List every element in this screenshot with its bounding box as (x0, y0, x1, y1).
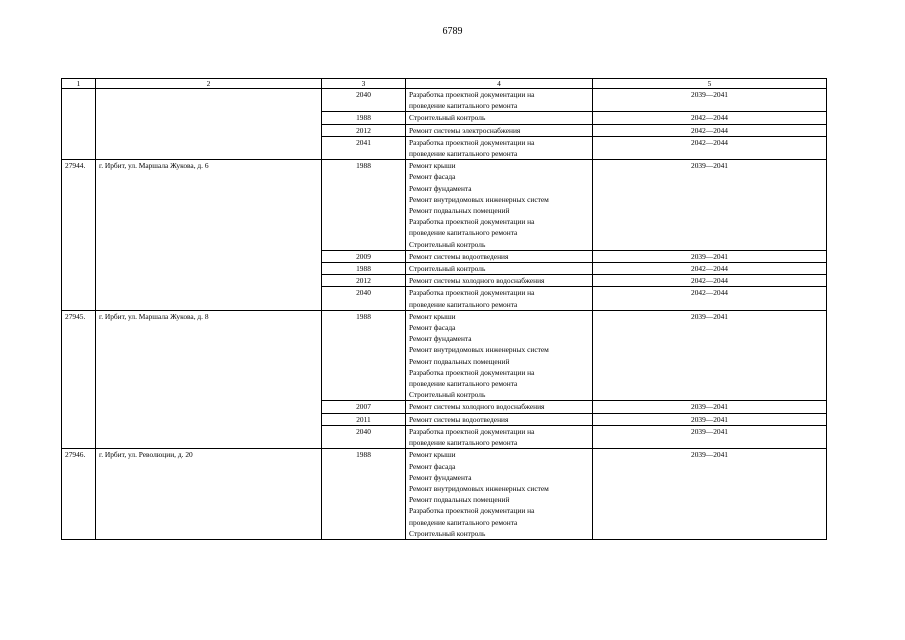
work-item: проведение капитального ремонта (409, 228, 518, 238)
work-item: Строительный контроль (409, 390, 486, 400)
work-item: Ремонт фасада (409, 172, 456, 182)
repair-year: 2012 (322, 124, 406, 136)
work-item: проведение капитального ремонта (409, 101, 518, 111)
repair-year: 2040 (322, 89, 406, 112)
building-number: 27944. (62, 160, 96, 311)
repair-year: 1988 (322, 449, 406, 540)
repair-year: 1988 (322, 310, 406, 401)
header-col-4: 4 (406, 79, 593, 89)
work-item: Строительный контроль (409, 239, 486, 249)
repair-works (406, 160, 593, 251)
work-item: проведение капитального ремонта (409, 517, 518, 527)
work-item: Ремонт крыши (409, 161, 456, 171)
repair-works (406, 401, 593, 413)
building-address: г. Ирбит, ул. Маршала Жукова, д. 8 (96, 310, 322, 448)
work-item: проведение капитального ремонта (409, 299, 518, 309)
repair-period: 2039—2041 (593, 449, 827, 540)
work-item: проведение капитального ремонта (409, 379, 518, 389)
work-item: Строительный контроль (409, 264, 486, 274)
work-item: Ремонт подвальных помещений (409, 206, 510, 216)
repair-year: 2011 (322, 413, 406, 425)
repair-works (406, 310, 593, 401)
table-body (62, 89, 827, 540)
work-item: Ремонт системы электроснабжения (409, 125, 521, 135)
repair-year: 2012 (322, 275, 406, 287)
repair-works (406, 250, 593, 262)
repair-works (406, 124, 593, 136)
table-row (62, 89, 827, 112)
building-number (62, 89, 96, 160)
repair-year: 2040 (322, 287, 406, 310)
work-item: Разработка проектной документации на (409, 426, 535, 436)
work-item: Ремонт системы водоотведения (409, 414, 509, 424)
table-row (62, 160, 827, 251)
work-item: Ремонт системы холодного водоснабжения (409, 276, 545, 286)
building-address: г. Ирбит, ул. Революции, д. 20 (96, 449, 322, 540)
repair-year: 2041 (322, 136, 406, 159)
building-address (96, 89, 322, 160)
repair-year: 1988 (322, 112, 406, 124)
work-item: Строительный контроль (409, 113, 486, 123)
building-number: 27945. (62, 310, 96, 448)
work-item: Ремонт крыши (409, 311, 456, 321)
work-item: Строительный контроль (409, 528, 486, 538)
work-item: Ремонт системы холодного водоснабжения (409, 402, 545, 412)
repair-works (406, 136, 593, 159)
work-item: проведение капитального ремонта (409, 438, 518, 448)
work-item: Ремонт фундамента (409, 334, 472, 344)
repair-period: 2039—2041 (593, 310, 827, 401)
repair-year: 2040 (322, 425, 406, 448)
work-item: проведение капитального ремонта (409, 149, 518, 159)
repair-period: 2042—2044 (593, 136, 827, 159)
repair-works (406, 89, 593, 112)
header-col-2: 2 (96, 79, 322, 89)
work-item: Ремонт фундамента (409, 472, 472, 482)
work-item: Ремонт внутридомовых инженерных систем (409, 345, 549, 355)
work-item: Разработка проектной документации на (409, 90, 535, 99)
page-number: 6789 (442, 26, 463, 37)
work-item: Ремонт системы водоотведения (409, 251, 509, 261)
work-item: Ремонт крыши (409, 450, 456, 460)
work-item: Ремонт фасада (409, 323, 456, 333)
repair-period: 2039—2041 (593, 89, 827, 112)
work-item: Ремонт внутридомовых инженерных систем (409, 194, 549, 204)
repair-period: 2042—2044 (593, 287, 827, 310)
repair-works (406, 449, 593, 540)
work-item: Разработка проектной документации на (409, 288, 535, 298)
repair-period: 2039—2041 (593, 250, 827, 262)
repair-works (406, 263, 593, 275)
repair-year: 2009 (322, 250, 406, 262)
work-item: Разработка проектной документации на (409, 137, 535, 147)
repair-period: 2039—2041 (593, 401, 827, 413)
work-item: Ремонт фундамента (409, 183, 472, 193)
table-row (62, 449, 827, 540)
repair-year: 1988 (322, 263, 406, 275)
repair-works (406, 275, 593, 287)
repair-period: 2042—2044 (593, 275, 827, 287)
repair-period: 2042—2044 (593, 124, 827, 136)
building-address: г. Ирбит, ул. Маршала Жукова, д. 6 (96, 160, 322, 311)
work-item: Разработка проектной документации на (409, 217, 535, 227)
repair-works (406, 413, 593, 425)
repair-period: 2039—2041 (593, 425, 827, 448)
repair-year: 2007 (322, 401, 406, 413)
work-item: Разработка проектной документации на (409, 506, 535, 516)
repair-period: 2042—2044 (593, 112, 827, 124)
repair-period: 2039—2041 (593, 160, 827, 251)
repair-schedule-table (61, 78, 827, 540)
header-col-3: 3 (322, 79, 406, 89)
work-item: Ремонт внутридомовых инженерных систем (409, 483, 549, 493)
work-item: Ремонт подвальных помещений (409, 495, 510, 505)
repair-works (406, 287, 593, 310)
building-number: 27946. (62, 449, 96, 540)
header-col-5: 5 (593, 79, 827, 89)
header-col-1: 1 (62, 79, 96, 89)
repair-works (406, 112, 593, 124)
repair-works (406, 425, 593, 448)
work-item: Ремонт подвальных помещений (409, 356, 510, 366)
table-row (62, 310, 827, 401)
repair-period: 2042—2044 (593, 263, 827, 275)
work-item: Разработка проектной документации на (409, 367, 535, 377)
work-item: Ремонт фасада (409, 461, 456, 471)
header-row (62, 79, 827, 89)
repair-period: 2039—2041 (593, 413, 827, 425)
repair-year: 1988 (322, 160, 406, 251)
